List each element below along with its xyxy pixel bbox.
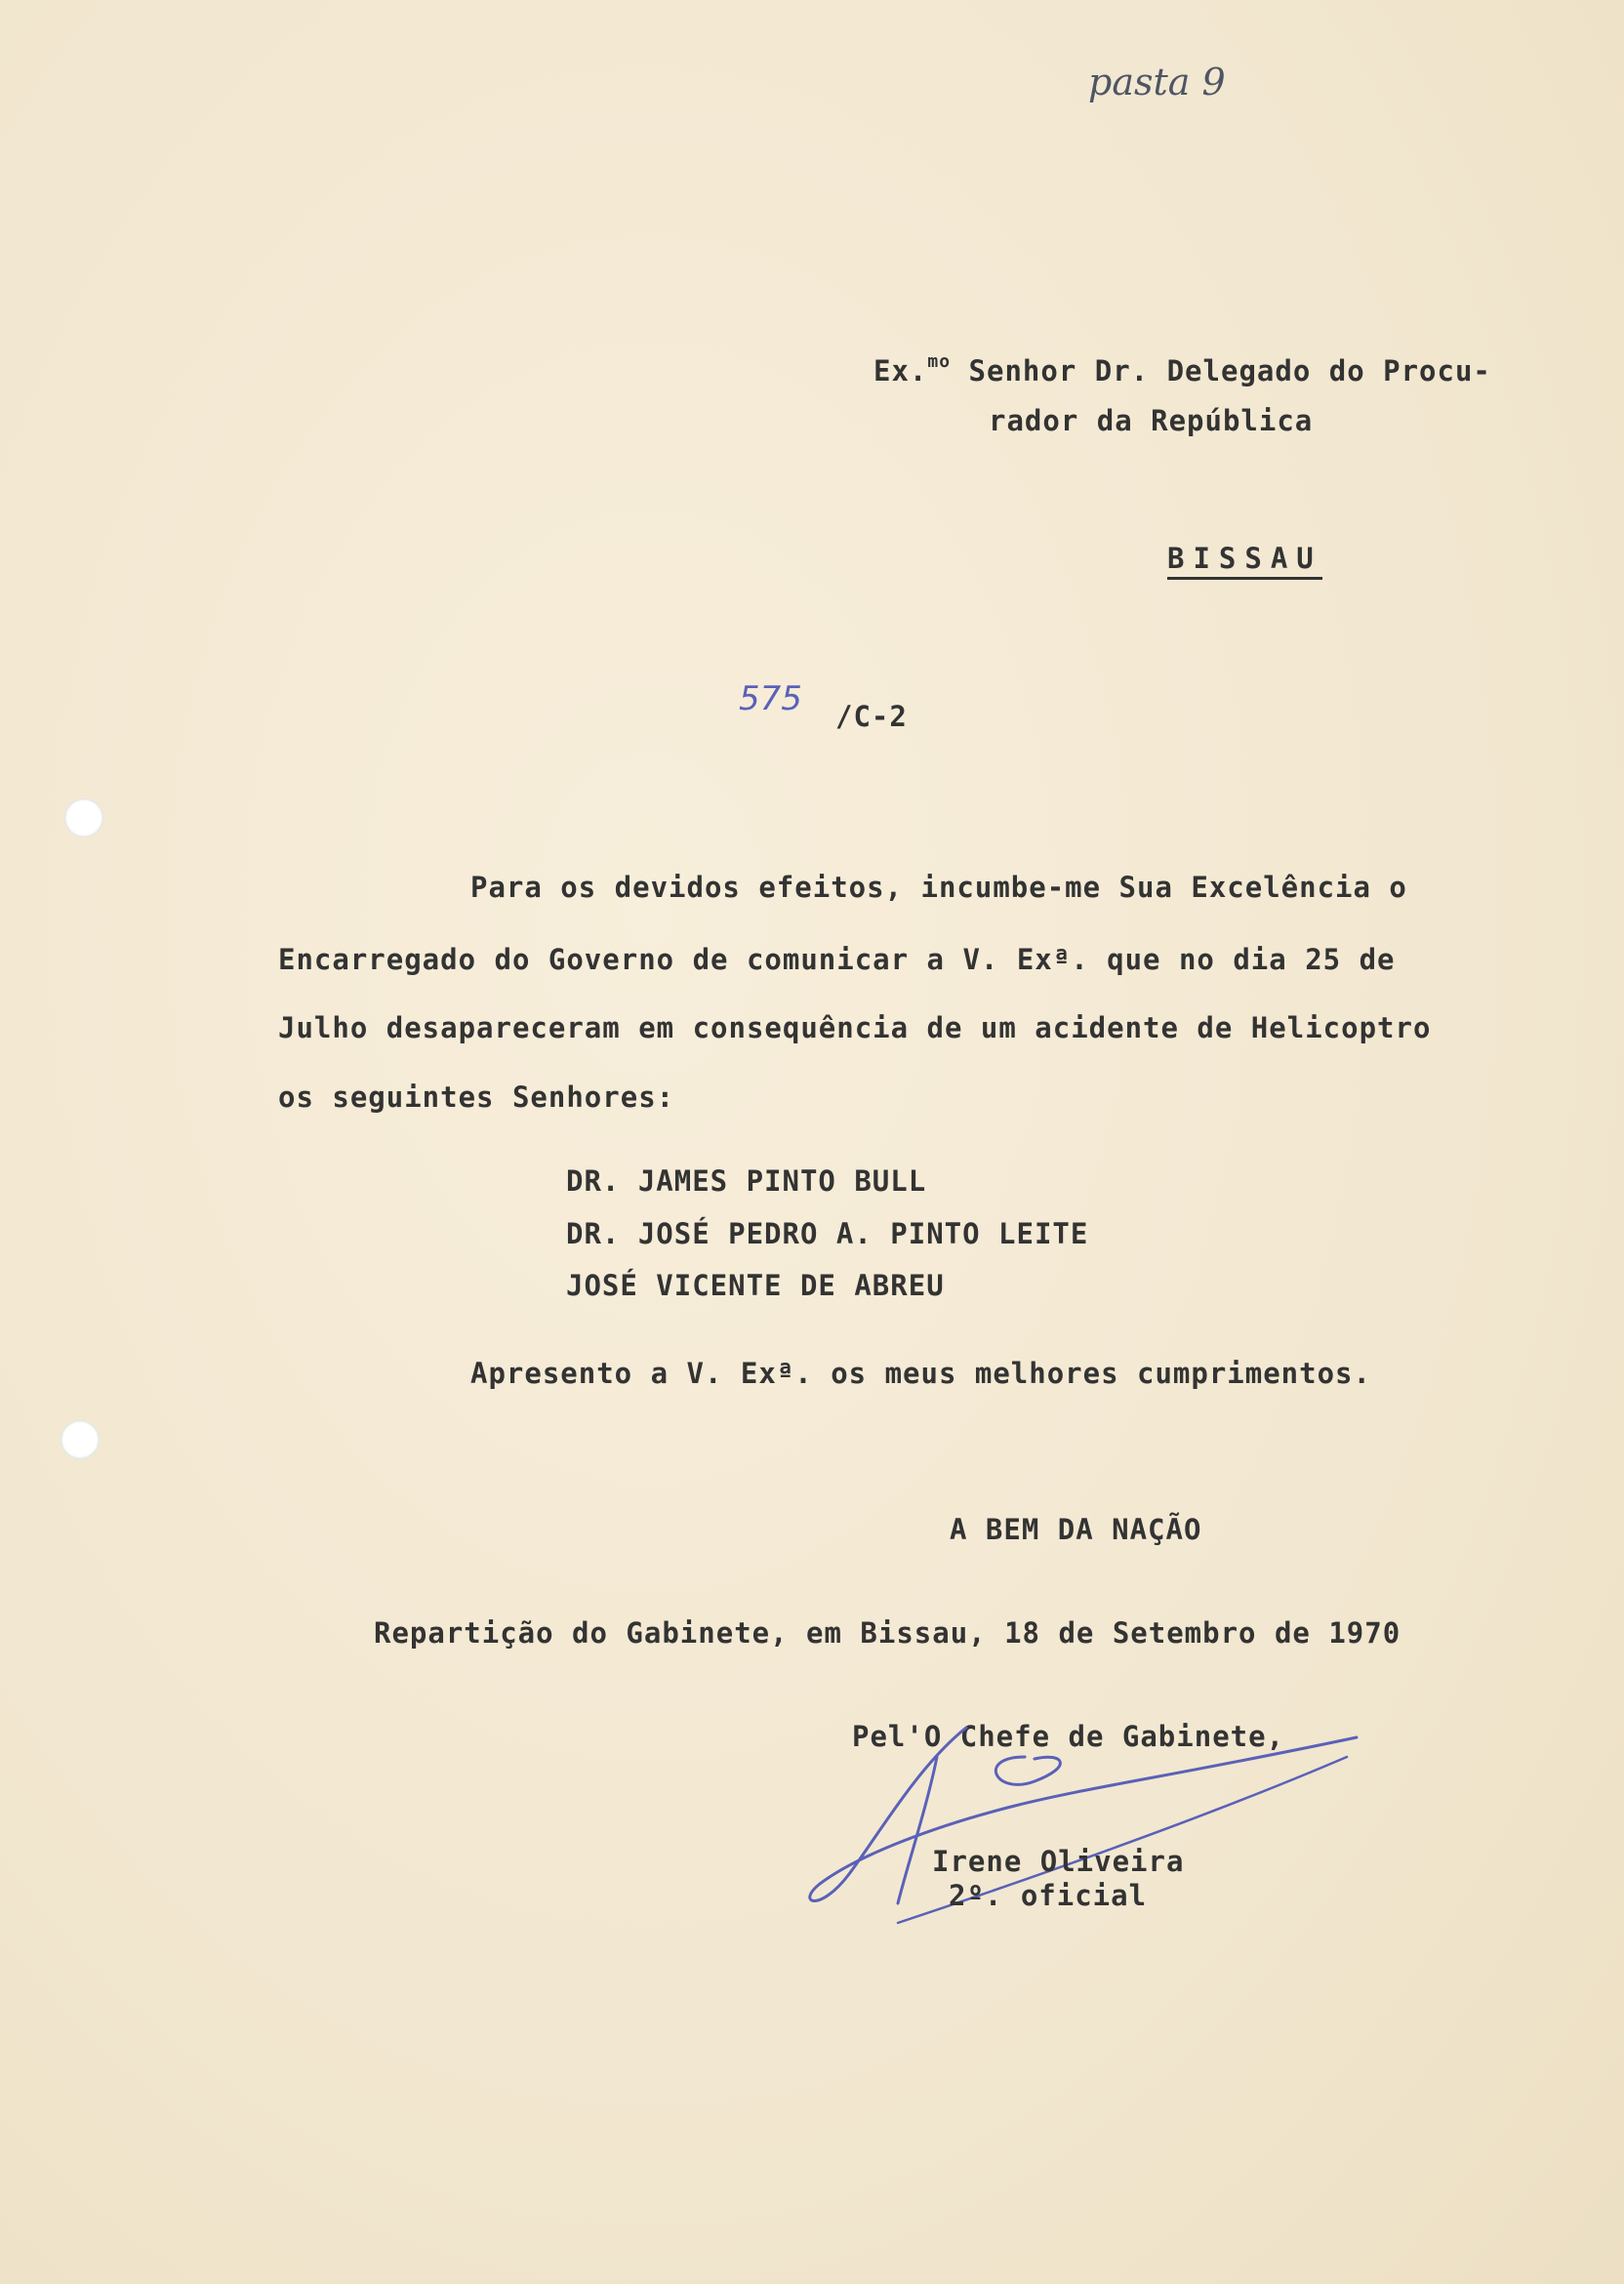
name-list-item-1: DR. JAMES PINTO BULL xyxy=(566,1164,927,1198)
addressee-line-1-text: Senhor Dr. Delegado do Procu- xyxy=(968,354,1491,387)
body-line-3: Julho desapareceram em consequência de um acidente de Helicoptro xyxy=(278,1011,1432,1044)
city-name: BISSAU xyxy=(1167,542,1322,580)
addressee-title-sup: mo xyxy=(927,351,952,372)
name-list-item-2: DR. JOSÉ PEDRO A. PINTO LEITE xyxy=(566,1217,1089,1250)
addressee-line-1 xyxy=(873,351,1491,387)
punch-hole-bottom xyxy=(61,1420,100,1459)
name-list-item-3: JOSÉ VICENTE DE ABREU xyxy=(566,1269,945,1302)
signature-name: Irene Oliveira xyxy=(932,1845,1185,1878)
city-line xyxy=(1167,542,1322,575)
addressee-title-prefix: Ex. xyxy=(873,354,928,387)
handwritten-annotation: pasta 9 xyxy=(1088,61,1226,103)
closing-line: Apresento a V. Exª. os meus melhores cumprimentos. xyxy=(470,1357,1371,1390)
body-line-4: os seguintes Senhores: xyxy=(278,1081,675,1114)
addressee-line-2: rador da República xyxy=(989,404,1314,437)
body-line-2: Encarregado do Governo de comunicar a V. Exª. que no dia 25 de xyxy=(278,943,1396,976)
signature-role: 2º. oficial xyxy=(949,1879,1148,1912)
signature-on-behalf: Pel'O Chefe de Gabinete, xyxy=(852,1720,1285,1753)
reference-suffix: /C-2 xyxy=(835,700,908,733)
motto: A BEM DA NAÇÃO xyxy=(950,1513,1202,1546)
place-date-line: Repartição do Gabinete, em Bissau, 18 de Setembro de 1970 xyxy=(374,1616,1401,1650)
punch-hole-top xyxy=(64,798,103,837)
reference-number-handwritten: 575 xyxy=(739,679,802,718)
body-line-1: Para os devidos efeitos, incumbe-me Sua Excelência o xyxy=(470,871,1407,904)
